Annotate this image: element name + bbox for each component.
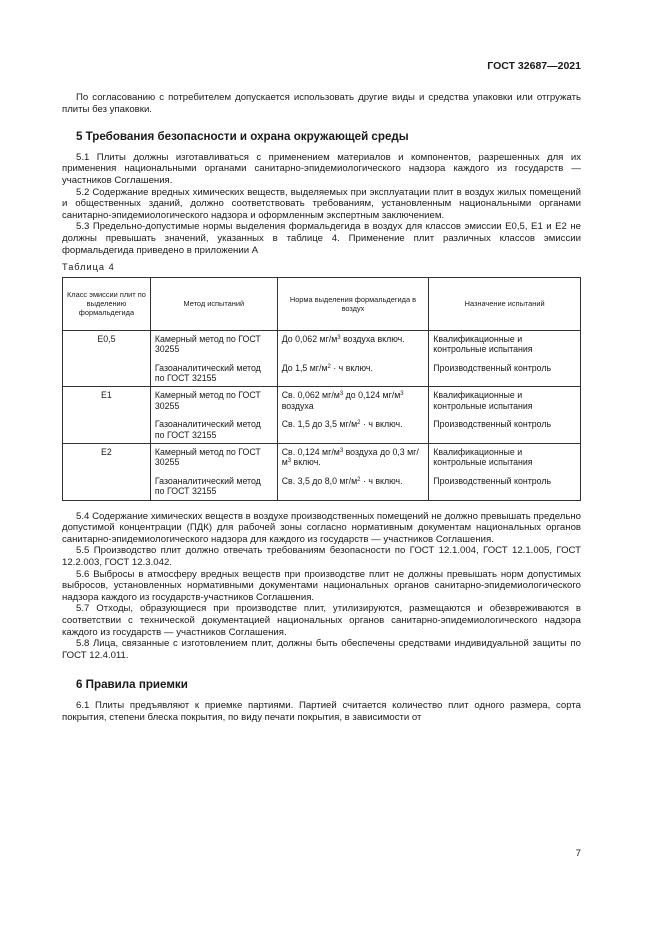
production-control: Производственный контроль	[433, 475, 552, 486]
table-row	[63, 330, 581, 387]
header-test-purpose: Назначение испытаний	[429, 277, 581, 330]
paragraph-6-1: 6.1 Плиты предъявляют к приемке партиями. Партией считается количество плит одного размера, сорта покрытия, степени блеска покрытия, по виду печати покрытия, в зависимости от	[62, 699, 581, 723]
intro-paragraph: По согласованию с потребителем допускается использовать другие виды и средства упаковки или отгружать плиты без упаковки.	[62, 92, 581, 115]
gas-norm: Св. 1,5 до 3,5 $мг/м^2 \cdot ч$ включ.	[281, 419, 403, 430]
method-cell	[150, 330, 277, 387]
paragraph-5-7: 5.7 Отходы, образующиеся при производстве плит, утилизируются, размещаются и обезвреживаются в соответствии с технической документацией национальных органов санитарно-эпидемиологического надзора каждого из государств — участников Соглашения.	[62, 603, 581, 638]
method-cell	[150, 387, 277, 444]
gas-method: Газоаналитический метод по ГОСТ 32155	[154, 362, 261, 383]
paragraph-5-5: 5.5 Производство плит должно отвечать требованиям безопасности по ГОСТ 12.1.004, ГОСТ 12.1.005, ГОСТ 12.2.003, ГОСТ 12.3.042.	[62, 545, 581, 568]
paragraph-5-6: 5.6 Выбросы в атмосферу вредных веществ при производстве плит не должны превышать норм допустимых выбросов, установленных нормативными документами национальных органов санитарно-эпидемиологического надзора каждого из государств-участников Соглашения.	[62, 568, 581, 603]
purpose-cell	[429, 330, 581, 387]
table-header-row	[63, 277, 581, 330]
chamber-norm: Св. 0,124 $мг/м^3$ воздуха до 0,3 $мг/м^3$ включ.	[281, 446, 419, 468]
formaldehyde-table	[62, 277, 581, 501]
page-number: 7	[575, 848, 581, 859]
method-cell	[150, 443, 277, 500]
qualification-tests: Квалификационные и контрольные испытания	[433, 390, 533, 411]
page-body	[62, 92, 581, 723]
paragraph-5-4: 5.4 Содержание химических веществ в воздухе производственных помещений не должно превышать предельно допустимой концентрации (ПДК) для рабочей зоны согласно нормативным документам национальных органов санитарно-эпидемиологического надзора для каждого из государств — участников Соглашения.	[62, 510, 581, 545]
norm-cell	[277, 443, 429, 500]
section-6-title: 6 Правила приемки	[76, 678, 188, 692]
paragraph-5-1: 5.1 Плиты должны изготавливаться с применением материалов и компонентов, разрешенных для их применения национальными органами санитарно-эпидемиологического надзора каждого из государств — участников Соглашения.	[62, 151, 581, 186]
gas-norm: Св. 3,5 до 8,0 $мг/м^2 \cdot ч$ включ.	[281, 475, 403, 486]
document-id: ГОСТ 32687—2021	[487, 60, 581, 72]
gas-method: Газоаналитический метод по ГОСТ 32155	[154, 475, 261, 497]
qualification-tests: Квалификационные и контрольные испытания	[433, 446, 533, 468]
norm-cell	[277, 387, 429, 444]
header-emission-norm: Норма выделения формальдегида в воздух	[277, 277, 429, 330]
gas-method: Газоаналитический метод по ГОСТ 32155	[154, 419, 261, 440]
header-emission-class: Класс эмиссии плит по выделению формальдегида	[63, 277, 151, 330]
chamber-method: Камерный метод по ГОСТ 30255	[154, 333, 261, 355]
purpose-cell	[429, 443, 581, 500]
paragraph-5-8: 5.8 Лица, связанные с изготовлением плит, должны быть обеспечены средствами индивидуальной защиты по ГОСТ 12.4.011.	[62, 638, 581, 661]
table-caption: Таблица 4	[62, 262, 115, 273]
production-control: Производственный контроль	[433, 362, 552, 373]
section-5-title: 5 Требования безопасности и охрана окружающей среды	[76, 130, 409, 144]
chamber-method: Камерный метод по ГОСТ 30255	[154, 390, 261, 411]
production-control: Производственный контроль	[433, 419, 552, 430]
header-test-method: Метод испытаний	[150, 277, 277, 330]
norm-cell	[277, 330, 429, 387]
chamber-method: Камерный метод по ГОСТ 30255	[154, 446, 261, 468]
table-row	[63, 443, 581, 500]
qualification-tests: Квалификационные и контрольные испытания	[433, 333, 533, 355]
chamber-norm: Св. 0,062 $мг/м^3$ до 0,124 $мг/м^3$ воздуха	[281, 390, 404, 411]
gas-norm: До 1,5 $мг/м^2 \cdot ч$ включ.	[281, 363, 373, 374]
purpose-cell	[429, 387, 581, 444]
paragraph-5-2: 5.2 Содержание вредных химических веществ, выделяемых при эксплуатации плит в воздух жилых помещений и общественных зданий, должно соответствовать требованиям, установленным национальными органами санитарно-эпидемиологического надзора и оформленным экспертным заключением.	[62, 186, 581, 221]
chamber-norm: До 0,062 $мг/м^3$ воздуха включ.	[281, 333, 405, 344]
emission-class-cell: Е0,5	[63, 330, 151, 387]
paragraph-5-3: 5.3 Предельно-допустимые нормы выделения формальдегида в воздух для классов эмиссии Е0,5, Е1 и Е2 не должны превышать значений, указанных в таблице 4. Применение плит различных классов эмиссии формальдегида приведено в приложении А	[62, 221, 581, 256]
emission-class-cell: Е2	[63, 443, 151, 500]
table-row	[63, 387, 581, 444]
emission-class-cell: Е1	[63, 387, 151, 444]
